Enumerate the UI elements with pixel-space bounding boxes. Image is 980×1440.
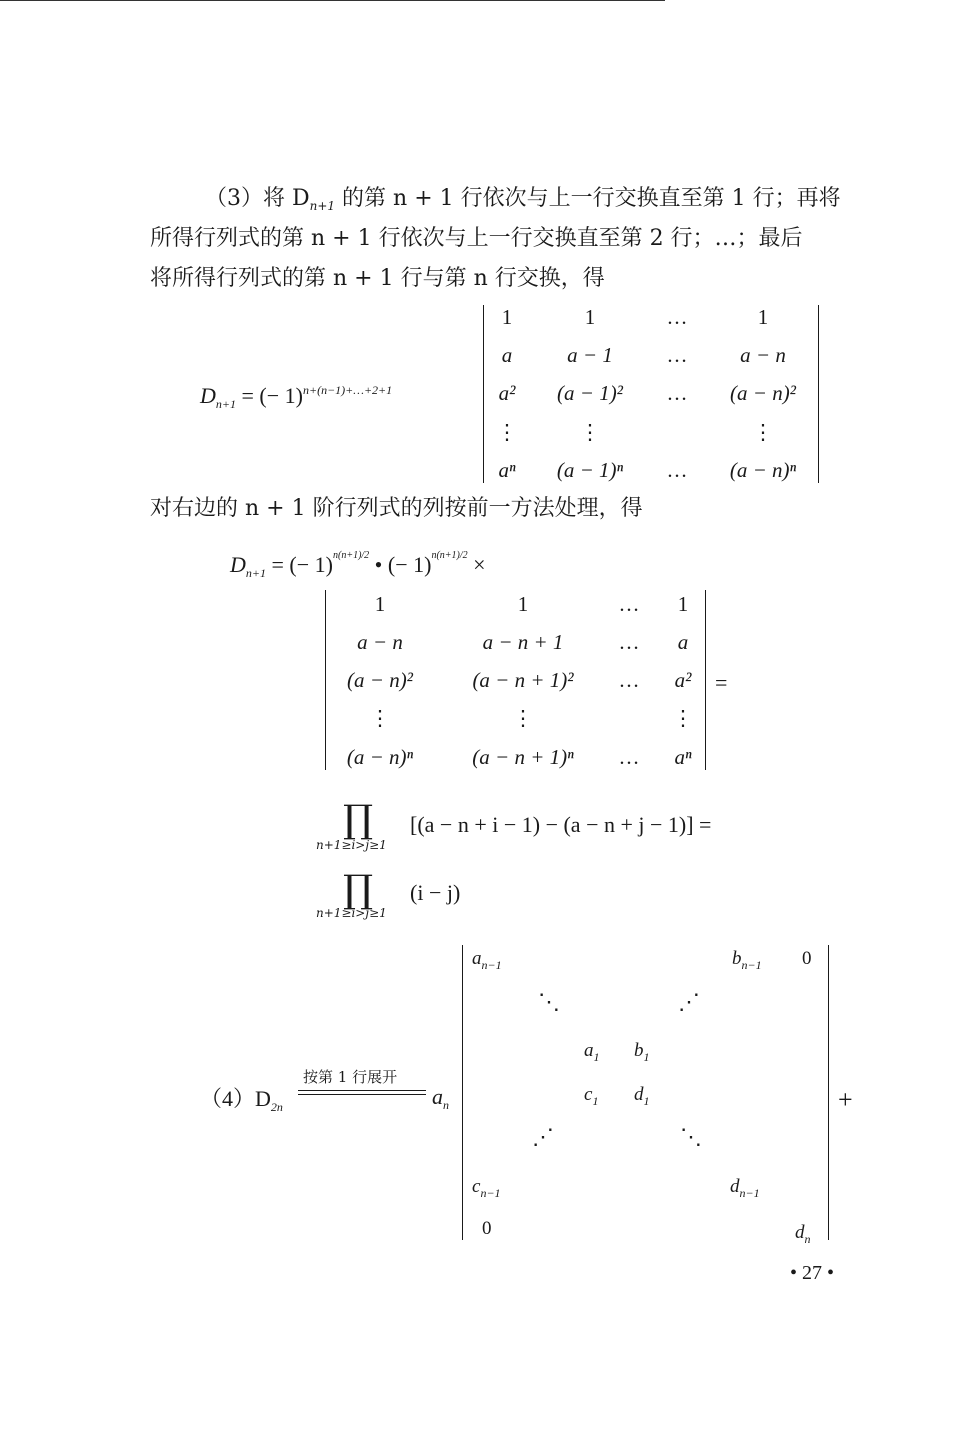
paragraph-3-line-2: 所得行列式的第 n + 1 行依次与上一行交换直至第 2 行；…；最后	[150, 226, 803, 251]
eq2-cell-r3-c0: ⋮	[369, 706, 391, 730]
product-1-range: n+1≥i>j≥1	[316, 838, 387, 852]
eq2-cell-r2-c1: (a − n + 1)²	[472, 668, 574, 692]
cell-a1: $a_1$	[584, 1040, 600, 1064]
expansion-arrow-line-2	[298, 1094, 426, 1095]
eq1-cell-r1-c1: a − 1	[567, 343, 613, 367]
eq1-cell-r4-c1: (a − 1)ⁿ	[556, 458, 624, 482]
cell-d-n: $d_n$	[795, 1222, 811, 1246]
eq1-cell-r3-c0: ⋮	[496, 420, 518, 444]
paragraph-3-line-3: 将所得行列式的第 n + 1 行与第 n 行交换，得	[150, 266, 605, 291]
eq1-cell-r3-c3: ⋮	[752, 420, 774, 444]
adots-top-right: ⋰	[678, 990, 700, 1015]
cell-a-n-minus-1: $a_{n-1}$	[472, 948, 502, 972]
eq1-cell-r1-c0: a	[501, 343, 513, 367]
cell-c1: $c_1$	[584, 1084, 599, 1108]
product-2-range: n+1≥i>j≥1	[316, 906, 387, 920]
top-rule	[0, 0, 665, 1]
eq2-equals: =	[715, 670, 728, 695]
eq1-cell-r2-c2: …	[666, 381, 688, 405]
cell-zero-top-right: 0	[802, 948, 812, 969]
part-4-label: $(4)D_{2n}$	[200, 1086, 283, 1114]
eq2-lhs: $D_{n+1}$ = (− 1)$^{n(n+1)/2}$ • (− 1)$^{n(n+1)/2}$ ×	[230, 550, 486, 580]
cell-zero-bottom-left: 0	[482, 1218, 492, 1239]
eq2-cell-r2-c0: (a − n)²	[347, 668, 413, 692]
eq2-cell-r0-c0: 1	[374, 592, 386, 616]
eq1-cell-r1-c2: …	[666, 343, 688, 367]
coefficient-an: $a_n$	[432, 1084, 449, 1112]
eq1-cell-r4-c3: (a − n)ⁿ	[729, 458, 797, 482]
eq1-cell-r2-c3: (a − n)²	[730, 381, 796, 405]
plus-sign: +	[838, 1085, 853, 1114]
eq2-cell-r0-c1: 1	[517, 592, 529, 616]
page-number: • 27 •	[790, 1262, 835, 1284]
eq1-det-left-bar	[483, 305, 484, 483]
cell-d-n-minus-1: $d_{n-1}$	[730, 1176, 760, 1200]
cell-b1: $b_1$	[634, 1040, 650, 1064]
eq2-det-left-bar	[325, 590, 326, 770]
eq1-cell-r0-c3: 1	[757, 305, 769, 329]
eq2-cell-r3-c1: ⋮	[512, 706, 534, 730]
eq1-cell-r1-c3: a − n	[740, 343, 786, 367]
ddots-bottom-right: ⋱	[680, 1125, 702, 1150]
eq1-cell-r0-c1: 1	[584, 305, 596, 329]
eq1-cell-r3-c1: ⋮	[579, 420, 601, 444]
eq2-cell-r4-c0: (a − n)ⁿ	[346, 745, 414, 769]
eq2-cell-r4-c2: …	[618, 745, 640, 769]
cell-d1: $d_1$	[634, 1084, 650, 1108]
eq2-cell-r4-c1: (a − n + 1)ⁿ	[472, 745, 574, 769]
paragraph-2: 对右边的 n + 1 阶行列式的列按前一方法处理，得	[150, 496, 643, 521]
eq2-det-right-bar	[705, 590, 706, 770]
eq2-cell-r1-c3: a	[677, 630, 689, 654]
ddots-top-left: ⋱	[538, 990, 560, 1015]
eq1-cell-r4-c2: …	[666, 458, 688, 482]
eq2-cell-r0-c2: …	[618, 592, 640, 616]
det4-right-bar	[828, 945, 829, 1240]
eq1-cell-r0-c2: …	[666, 305, 688, 329]
eq2-cell-r2-c2: …	[618, 668, 640, 692]
eq1-cell-r2-c1: (a − 1)²	[557, 381, 623, 405]
eq2-cell-r4-c3: aⁿ	[674, 745, 692, 769]
eq2-cell-r1-c2: …	[618, 630, 640, 654]
expansion-arrow-line-1	[298, 1090, 426, 1091]
eq2-cell-r1-c1: a − n + 1	[482, 630, 564, 654]
eq2-cell-r1-c0: a − n	[357, 630, 403, 654]
cell-c-n-minus-1: $c_{n-1}$	[472, 1176, 501, 1200]
eq2-cell-r2-c3: a²	[674, 668, 692, 692]
det4-left-bar	[462, 945, 463, 1240]
paragraph-3-line-1: （3）将 $D_{n+1}$ 的第 n + 1 行依次与上一行交换直至第 1 行；再将	[205, 186, 841, 213]
eq1-cell-r2-c0: a²	[498, 381, 516, 405]
expansion-arrow-label: 按第 1 行展开	[303, 1068, 398, 1086]
product-1-body: [(a − n + i − 1) − (a − n + j − 1)] =	[410, 812, 712, 837]
eq1-cell-r0-c0: 1	[501, 305, 513, 329]
eq1-det-right-bar	[818, 305, 819, 483]
product-2-body: (i − j)	[410, 880, 461, 905]
eq1-cell-r4-c0: aⁿ	[498, 458, 516, 482]
product-2-symbol: ∏	[343, 867, 374, 911]
adots-bottom-left: ⋰	[532, 1125, 554, 1150]
cell-b-n-minus-1: $b_{n-1}$	[732, 948, 762, 972]
product-1-symbol: ∏	[343, 797, 374, 841]
eq1-lhs: $D_{n+1}$ = (− 1)$^{n+(n-1)+\dots+2+1}$	[200, 383, 393, 411]
eq2-cell-r0-c3: 1	[677, 592, 689, 616]
eq2-cell-r3-c3: ⋮	[672, 706, 694, 730]
